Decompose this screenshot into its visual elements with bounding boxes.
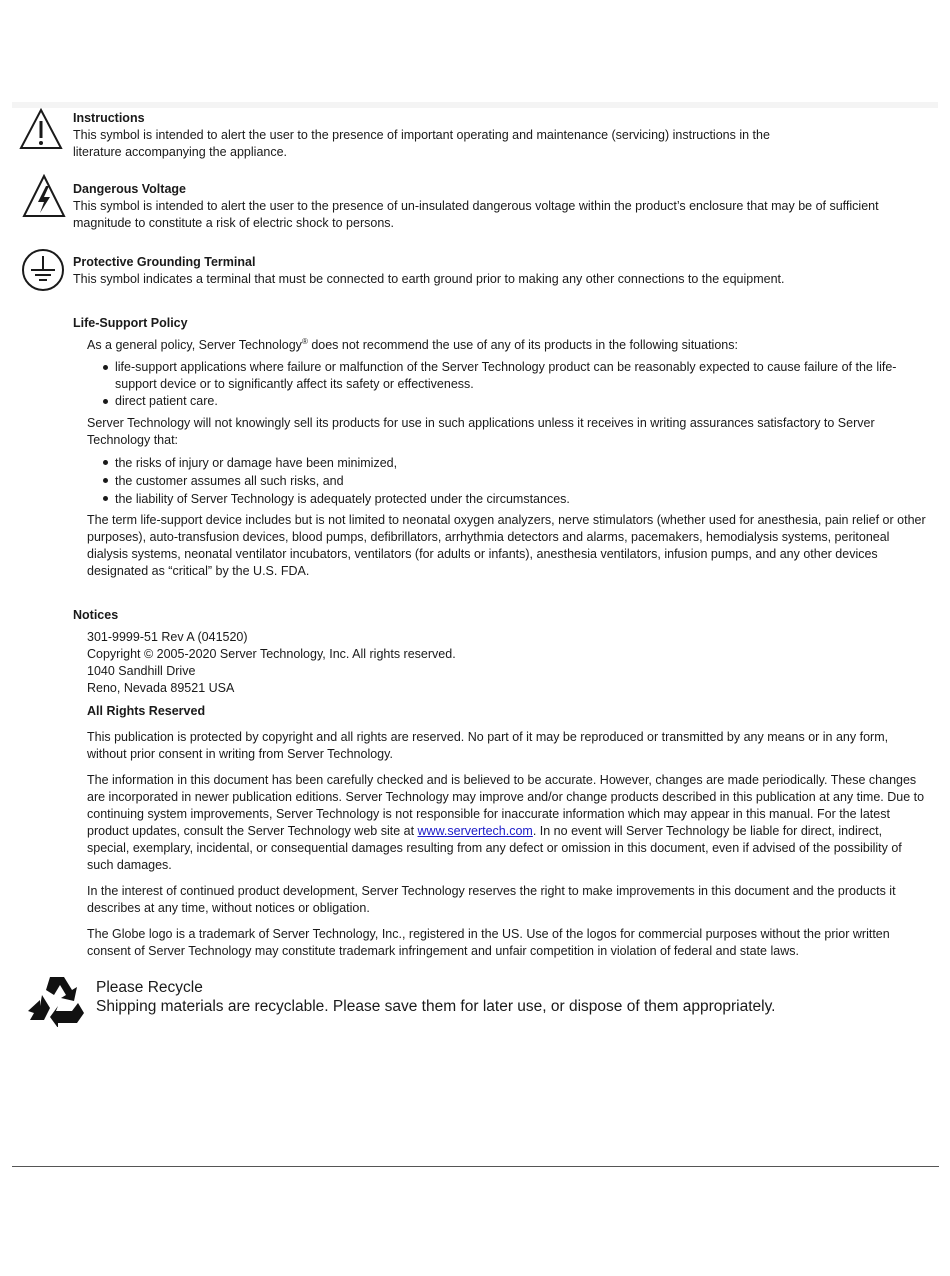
- life-support-heading: [73, 315, 933, 332]
- grounding-section: [73, 254, 933, 288]
- recycle-title: Please Recycle: [96, 979, 203, 996]
- doc-number: 301-9999-51 Rev A (041520): [87, 630, 248, 644]
- recycle-section: [96, 978, 916, 1016]
- copyright-line: Copyright © 2005-2020 Server Technology, Inc. All rights reserved.: [87, 647, 456, 661]
- list-item: the liability of Server Technology is adequately protected under the circumstances.: [87, 490, 927, 508]
- instructions-section: [73, 110, 933, 161]
- top-divider: [12, 102, 938, 108]
- voltage-title: Dangerous Voltage: [73, 182, 186, 196]
- sell-text: Server Technology will not knowingly sell its products for use in such applications unless it receives in writing assurances satisfactory to Server Technology that:: [87, 416, 875, 447]
- grounding-title: Protective Grounding Terminal: [73, 255, 256, 269]
- voltage-text: This symbol is intended to alert the user to the presence of un-insulated dangerous voltage within the product’s enclosure that may be of sufficient magnitude to constitute a risk of electric shock to persons.: [73, 199, 879, 230]
- life-support-body: [87, 337, 927, 580]
- recycle-text: Shipping materials are recyclable. Please save them for later use, or dispose of them appropriately.: [96, 998, 776, 1015]
- trademark-text: The Globe logo is a trademark of Server Technology, Inc., registered in the US. Use of the logos for commercial purposes without the prior written consent of Server Technology may constitute trademark infringement and unfair competition in violation of federal and state laws.: [87, 927, 890, 958]
- recycle-icon: [28, 973, 86, 1027]
- notices-heading: [73, 607, 933, 624]
- info-text-b: . In no event will Server Technology be liable for direct, indirect, special, exemplary, incidental, or consequential damages resulting from any defect or omission in this document, even if advised of the possibility of such damages.: [87, 824, 902, 872]
- list-item: the customer assumes all such risks, and: [87, 472, 927, 490]
- info-text-a: The information in this document has been carefully checked and is believed to be accurate. However, changes are made periodically. These changes are incorporated in newer publication editions. Server Technology may improve and/or change products described in this publication at any time. Due to continuing system improvements, Server Technology is not responsible for inaccurate information which may appear in this manual. For the latest product updates, consult the Server Technology web site at: [87, 773, 925, 838]
- rights-heading: All Rights Reserved: [87, 704, 206, 718]
- voltage-section: [73, 181, 933, 232]
- conditions-list: [87, 454, 927, 508]
- footer-divider: [12, 1166, 939, 1167]
- instructions-text: This symbol is intended to alert the user to the presence of important operating and maintenance (servicing) instructions in the literature accompanying the appliance.: [73, 128, 770, 159]
- notices-body: [87, 629, 927, 960]
- development-text: In the interest of continued product development, Server Technology reserves the right to make improvements in this document and the products it describes at any time, without notices or obligation.: [87, 884, 896, 915]
- protective-ground-icon: [21, 248, 65, 292]
- notices-heading-text: Notices: [73, 608, 119, 622]
- registered-mark: ®: [301, 336, 308, 346]
- situations-list: [87, 359, 927, 410]
- rights-text: This publication is protected by copyright and all rights are reserved. No part of it may be reproduced or transmitted by any means or in any form, without prior consent in writing from Server Technology.: [87, 730, 889, 761]
- life-support-intro-b: does not recommend the use of any of its products in the following situations:: [307, 338, 738, 352]
- list-item: direct patient care.: [87, 393, 927, 410]
- address-line-1: 1040 Sandhill Drive: [87, 664, 196, 678]
- website-link[interactable]: www.servertech.com: [417, 824, 533, 838]
- instructions-title: Instructions: [73, 111, 145, 125]
- info-text: [87, 772, 927, 874]
- life-support-intro: [87, 337, 927, 354]
- definition-text: The term life-support device includes but is not limited to neonatal oxygen analyzers, nerve stimulators (whether used for anesthesia, pain relief or other purposes), auto-transfusion devices, blood pumps, defibrillators, arrhythmia detectors and alarms, pacemakers, hemodialysis systems, peritoneal dialysis systems, neonatal ventilator incubators, ventilators (for adults or infants), anesthesia ventilators, infusion pumps, and any other devices designated as “critical” by the U.S. FDA.: [87, 513, 926, 578]
- warning-triangle-icon: [19, 108, 63, 150]
- grounding-text: This symbol indicates a terminal that must be connected to earth ground prior to making any other connections to the equipment.: [73, 272, 785, 286]
- life-support-intro-a: As a general policy, Server Technology: [87, 338, 302, 352]
- life-support-heading-text: Life-Support Policy: [73, 316, 188, 330]
- list-item: the risks of injury or damage have been minimized,: [87, 454, 927, 472]
- lightning-triangle-icon: [22, 174, 66, 218]
- address-line-2: Reno, Nevada 89521 USA: [87, 681, 235, 695]
- list-item: life-support applications where failure or malfunction of the Server Technology product can be reasonably expected to cause failure of the life-support device or to significantly affect its safety or effectiveness.: [87, 359, 927, 393]
